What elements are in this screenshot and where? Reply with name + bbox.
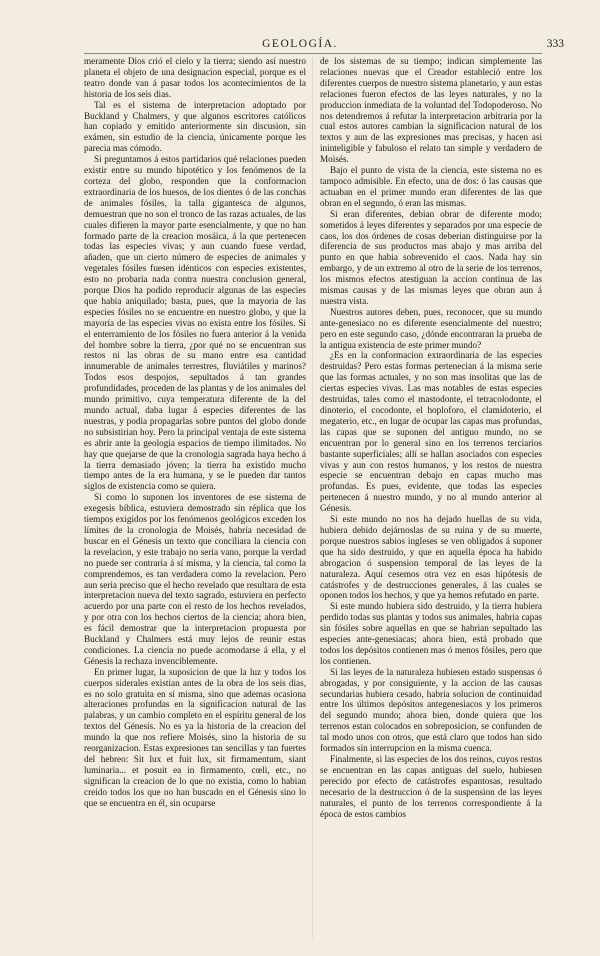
paragraph: Si este mundo no nos ha dejado huellas de su vida, hubiera debido dejárnoslas de su ruina y de su muerte, porque nuestros sabios ingleses se ven obligados á suponer que ha sido destruido, y que en aquella época ha habido abrogacion ó suspension temporal de las leyes de la naturaleza. Aquí cesemos otra vez en esas hipótesis de catástrofes y de destrucciones generales, á las cuales se oponen todos los hechos, y que ya hemos refutado en parte. (320, 514, 542, 601)
paragraph: Si como lo suponen los inventores de ese sistema de exegesis bíblica, estuviera demostrado sin réplica que los tiempos exigidos por los fenómenos geológicos exceden los límites de la cronologia de Moisés, habría necesidad de buscar en el Génesis un texto que conciliara la ciencia con la revelacion, y este trabajo no seria vano, porque la verdad no puede ser contraria á sí misma, y la ciencia, tal como la comprendemos, es tan verdadera como la revelacion. Pero aun seria preciso que el hecho revelado que resultara de esta interpretacion nueva del texto sagrado, estuviera en perfecto acuerdo por una parte con el resto de los hechos revelados, y por otra con los hechos ciertos de la ciencia; ahora bien, es fácil demostrar que la interpretacion propuesta por Buckland y Chalmers está muy lejos de reunir estas condiciones. La ciencia no puede acomodarse á ella, y el Génesis la rechaza invenciblemente. (84, 492, 306, 666)
page-number: 333 (546, 38, 564, 50)
paragraph: Bajo el punto de vista de la ciencia, este sistema no es tampoco admisible. En efecto, una de dos: ó las causas que actuaban en el primer mundo eran diferentes de las que obran en el segundo, ó eran las mismas. (320, 165, 542, 208)
paragraph: Si preguntamos á estos partidarios qué relaciones pueden existir entre su mundo hipotético y los fenómenos de la corteza del globo, responden que la conformacion extraordinaria de los huesos, de los dientes ó de las conchas de animales fósiles, la talla gigantesca de algunos, demuestran que no son el tronco de las razas actuales, de las cuales difieren la mayor parte esencialmente, y que no han formado parte de la creacion mosáica, á la que pertenecen todas las especies vivas; y aun cuando fuese verdad, añaden, que un cierto número de especies de animales y vegetales fósiles fuesen idénticos con especies existentes, esto no probaria nada contra nuestra conclusion general, porque Dios ha podido reproducir algunas de las especies que habia aniquilado; basta, pues, que la mayoria de las especies fósiles no se encuentre en nuestro globo, y que la mayoría de las especies vivas no exista entre los fósiles. Si el enterramiento de los fósiles no fuera anterior á la venida del hombre sobre la tierra, ¿por qué no se encuentran sus restos ni las obras de su mano entre esa cantidad innumerable de animales terrestres, fluviátiles y marinos? Todos esos despojos, sepultados á tan grandes profundidades, proceden de las plantas y de los animales del mundo primitivo, cuya temperatura diferente de la del mundo actual, daba lugar á especies diferentes de las nuestras, y podia propagarlas sobre puntos del globo donde no subsistirian hoy. Pero la principal ventaja de este sistema es abrir ante la geologia espacios de tiempo ilimitados. No hay que quejarse de que la cronologia sagrada haya hecho á la tierra demasiado jóven; la tierra ha existido mucho tiempo antes de la era humana, y se le pueden dar tantos siglos de existencia como se quiera. (84, 154, 306, 492)
page-title: GEOLOGÍA. (262, 38, 338, 50)
paragraph: Si este mundo hubiera sido destruido, y la tierra hubiera perdido todas sus plantas y todos sus animales, habria capas sin fósiles sobre aquellas en que se habrian sepultado las especies ante-genesiacas; ahora bien, está probado que todos los depósitos contienen mas ó menos fósiles, pero que los contienen. (320, 601, 542, 666)
paragraph: Nuestros autores deben, pues, reconocer, que su mundo ante-genesiaco no es diferente esencialmente del nuestro; pero en este segundo caso, ¿dónde encontraran la prueba de la antigua existencia de este primer mundo? (320, 306, 542, 350)
paragraph: Tal es el sistema de interpretacion adoptado por Buckland y Chalmers, y que algunos escritores católicos han copiado y emitido anteriormente sin discusion, sin exámen, sin estudio de la ciencia, únicamente porque les parecia mas cómodo. (84, 99, 306, 154)
paragraph: meramente Dios crió el cielo y la tierra; siendo así nuestro planeta el objeto de una designacion especial, porque es el teatro donde van á pasar todos los acontecimientos de la historia de los seis dias. (84, 56, 306, 99)
paragraph: Si las leyes de la naturaleza hubiesen estado suspensas ó abrogadas, y por consiguiente, y la accion de las causas secundarias hubiera cesado, habria solucion de continuidad entre los últimos depósitos antegenesiacos y los primeros del segundo mundo; ahora bien, donde quiera que los terrenos estan colocados en sobreposicion, se confunden de tal modo unos con otros, que está claro que todos han sido formados sin interrupcion en la misma cuenca. (320, 666, 542, 754)
paragraph: Si eran diferentes, debian obrar de diferente modo; sometidos á leyes diferentes y separados por una especie de caos, los dos órdenes de cosas deberian distinguirse por la diferencia de sus productos mas abajo y mas arriba del punto en que habia sobrevenido el caos. Nada hay sin embargo, y de un extremo al otro de la serie de los terrenos, los mismos efectos atestiguan la accion continua de las mismas causas y de las mismas leyes que obran aun á nuestra vista. (320, 208, 542, 306)
paragraph: En primer lugar, la suposicion de que la luz y todos los cuerpos siderales existian antes de la obra de los seis dias, es no solo gratuita en sí misma, sino que ademas ocasiona alteraciones profundas en la significacion natural de las palabras, y un cambio completo en el espíritu general de los textos del Génesis. No es ya la historia de la creacion del mundo la que nos refiere Moisés, sino la historia de su reorganizacion. Estas expresiones tan sencillas y tan fuertes del hebreo: Sit lux et fuit lux, sit firmamentum, siant luminaria... et posuit ea in firmamento, cœli, etc., no significan la creacion de lo que no existia, como lo habian creido todos los que no han buscado en el Génesis sino lo que se encuentra en él, sin ocuparse (84, 666, 306, 808)
paragraph: de los sistemas de su tiempo; indican simplemente las relaciones nuevas que el Creador estableció entre los diferentes cuerpos de nuestro sistema planetario, y aun estas relaciones fueron efectos de las leyes naturales, y no la produccion inmediata de la voluntad del Todopoderoso. No nos detendremos á refutar la interpretacion arbitraria por la cual estos autores cambian la significacion natural de los textos y aun de las expresiones mas precisas, y hacen asi ininteligible y fabuloso el relato tan simple y verdadero de Moisés. (320, 56, 542, 165)
left-column (84, 56, 306, 809)
paragraph: Finalmente, si las especies de los dos reinos, cuyos restos se encuentran en las capas antiguas del suelo, hubiesen perecido por efecto de catástrofes espantosas, resultado necesario de la destruccion ó de la suspension de las leyes naturales, el punto de los terrenos correspondiente á la época de estos cambios (320, 754, 542, 819)
column-divider (312, 58, 313, 938)
running-header (0, 38, 600, 54)
paragraph: ¿Es en la conformacion extraordinaria de las especies destruidas? Pero estas formas pertenecian á la misma serie que las formas actuales, y no son mas insolitas que las de ciertas especies vivas. Las mas notables de estas especies destruidas, tales como el mastodonte, el tetracolodonte, el dinoterio, el cocodonte, el hoploforo, el clamidoterio, el megaterio, etc., en lugar de ocupar las capas mas profundas, las capas que se suponen del antiguo mundo, no se encuentran por lo general sino en los terrenos terciarios bastante superficiales; allí se hallan asociados con especies vivas y aun con restos humanos, y los restos de nuestra especie se encuentran debajo en capas mucho mas profundas. Es pues, evidente, que todas las especies pertenecen á nuestro mundo, y no al mundo anterior al Génesis. (320, 350, 542, 514)
right-column (320, 56, 542, 819)
header-rule (84, 53, 542, 54)
